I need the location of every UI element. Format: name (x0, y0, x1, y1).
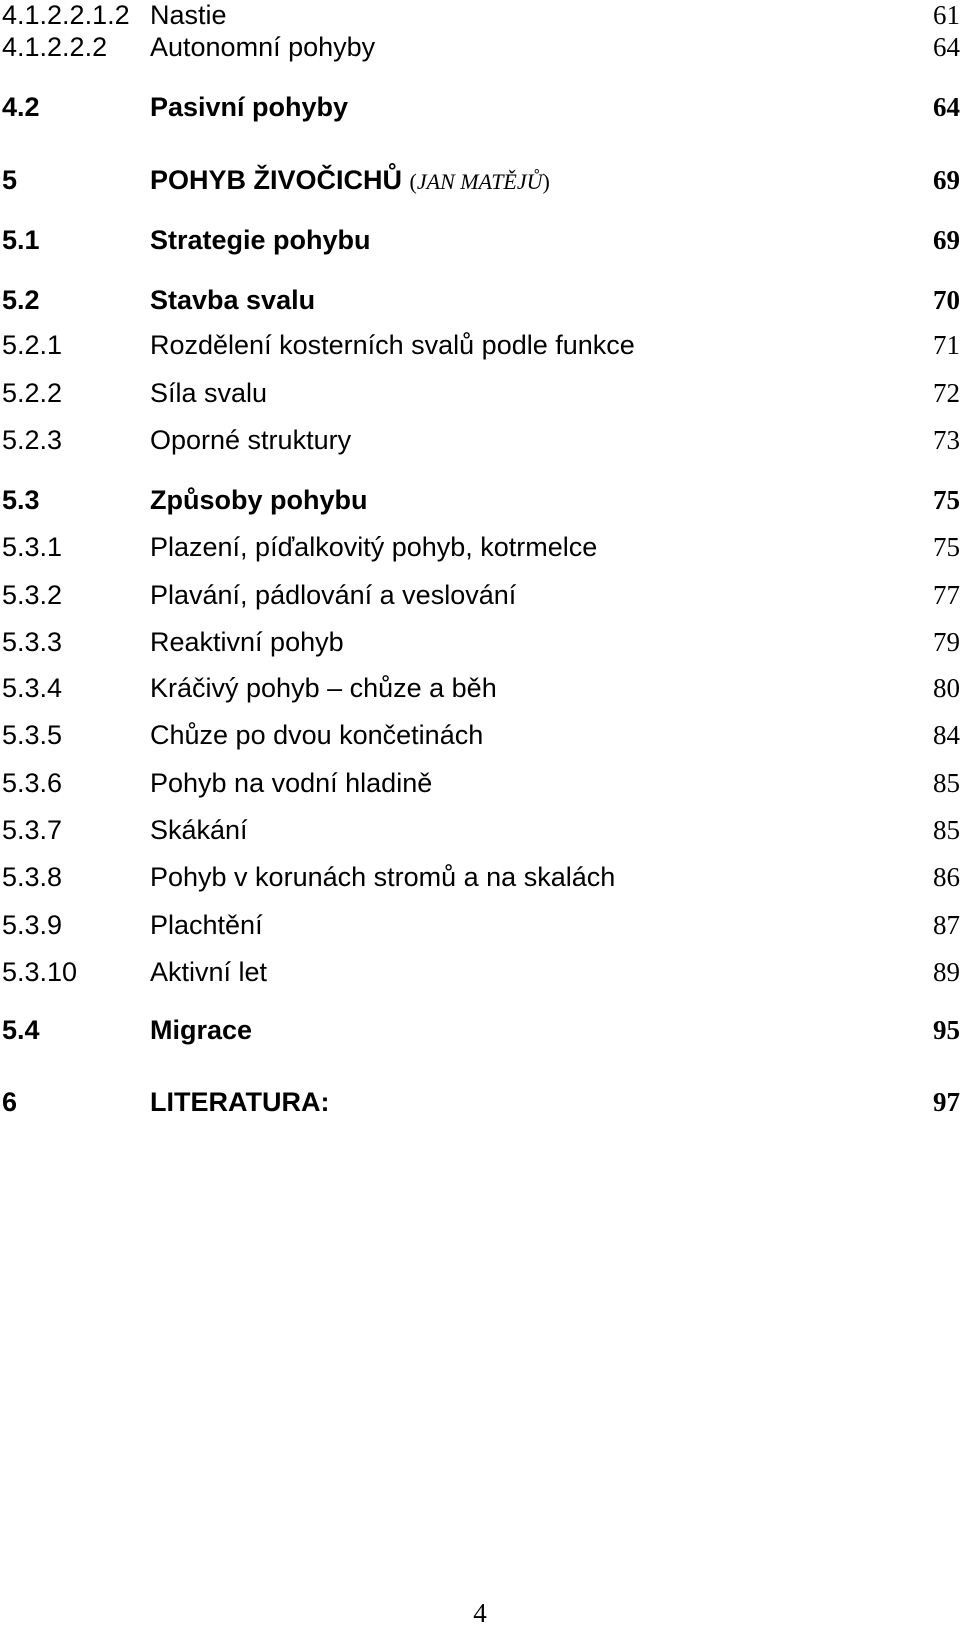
toc-entry-page: 70 (933, 285, 960, 315)
toc-entry-page: 86 (933, 862, 960, 892)
toc-entry-number: 5.1 (2, 225, 40, 255)
chapter-title-text: POHYB ŽIVOČICHŮ (150, 165, 403, 195)
toc-entry[interactable] (0, 862, 960, 902)
toc-entry[interactable] (0, 1015, 960, 1055)
toc-entry-title: Způsoby pohybu (150, 485, 368, 515)
toc-entry-page: 85 (933, 768, 960, 798)
chapter-author-name: JAN MATĚJŮ (416, 169, 543, 194)
toc-entry[interactable] (0, 330, 960, 370)
toc-entry-title: Aktivní let (150, 957, 268, 987)
toc-entry-number: 6 (2, 1087, 18, 1117)
toc-entry-title: Rozdělení kosterních svalů podle funkce (150, 330, 635, 360)
toc-entry-title: Pasivní pohyby (150, 92, 349, 122)
toc-entry-title: LITERATURA: (150, 1087, 330, 1117)
toc-entry[interactable] (0, 720, 960, 760)
toc-entry-title: Pohyb na vodní hladině (150, 768, 433, 798)
toc-entry-title: Kráčivý pohyb – chůze a běh (150, 673, 497, 703)
toc-entry[interactable] (0, 532, 960, 572)
toc-entry[interactable] (0, 92, 960, 132)
toc-entry[interactable] (0, 285, 960, 325)
toc-entry-number: 5.3.4 (2, 673, 63, 703)
toc-entry-title: Plachtění (150, 910, 263, 940)
toc-entry-number: 5.3.6 (2, 768, 63, 798)
toc-entry[interactable] (0, 580, 960, 620)
toc-entry-number: 5.3.9 (2, 910, 63, 940)
toc-entry-page: 69 (933, 165, 960, 195)
toc-entry-number: 4.2 (2, 92, 40, 122)
toc-entry-page: 75 (933, 485, 960, 515)
toc-entry-title: Chůze po dvou končetinách (150, 720, 484, 750)
toc-entry-page: 87 (933, 910, 960, 940)
toc-entry[interactable] (0, 627, 960, 667)
toc-entry-number: 5 (2, 165, 18, 195)
toc-entry[interactable] (0, 378, 960, 418)
toc-entry-page: 79 (933, 627, 960, 657)
toc-entry-number: 5.3.8 (2, 862, 63, 892)
toc-entry[interactable] (0, 485, 960, 525)
toc-entry-number: 5.2.2 (2, 378, 63, 408)
toc-entry-page: 77 (933, 580, 960, 610)
toc-entry-title: Skákání (150, 815, 248, 845)
toc-entry-title: Reaktivní pohyb (150, 627, 344, 657)
toc-entry-title: Nastie (150, 0, 227, 30)
toc-entry[interactable] (0, 1087, 960, 1127)
toc-entry-page: 85 (933, 815, 960, 845)
toc-entry-number: 5.3.10 (2, 957, 78, 987)
toc-entry[interactable] (0, 32, 960, 72)
toc-entry-number: 5.2.1 (2, 330, 63, 360)
toc-entry[interactable] (0, 225, 960, 265)
toc-entry-number: 5.3.5 (2, 720, 63, 750)
toc-entry-number: 5.3.3 (2, 627, 63, 657)
toc-entry-title: Pohyb v korunách stromů a na skalách (150, 862, 616, 892)
toc-entry-number: 4.1.2.2.2 (2, 32, 108, 62)
toc-entry-title: Autonomní pohyby (150, 32, 376, 62)
toc-entry-title: Plavání, pádlování a veslování (150, 580, 517, 610)
toc-entry[interactable] (0, 425, 960, 465)
toc-entry-page: 89 (933, 957, 960, 987)
toc-entry-page: 69 (933, 225, 960, 255)
toc-entry[interactable] (0, 910, 960, 950)
toc-entry-page: 84 (933, 720, 960, 750)
toc-entry[interactable] (0, 957, 960, 997)
toc-entry-number: 5.3 (2, 485, 40, 515)
toc-entry-page: 61 (933, 0, 960, 30)
toc-entry-page: 95 (933, 1015, 960, 1045)
toc-entry[interactable] (0, 815, 960, 855)
toc-entry-page: 75 (933, 532, 960, 562)
toc-entry-title (150, 165, 550, 197)
toc-entry-title: Plazení, píďalkovitý pohyb, kotrmelce (150, 532, 598, 562)
toc-entry-number: 4.1.2.2.1.2 (2, 0, 130, 30)
toc-entry-page: 71 (933, 330, 960, 360)
toc-entry-page: 97 (933, 1087, 960, 1117)
toc-entry[interactable] (0, 673, 960, 713)
toc-entry-number: 5.3.7 (2, 815, 63, 845)
chapter-author: (JAN MATĚJŮ) (409, 169, 550, 194)
toc-entry-number: 5.4 (2, 1015, 40, 1045)
toc-entry-title: Stavba svalu (150, 285, 316, 315)
toc-entry-page: 64 (933, 92, 960, 122)
toc-entry-title: Migrace (150, 1015, 253, 1045)
page-number: 4 (473, 1598, 487, 1628)
toc-entry-number: 5.2.3 (2, 425, 63, 455)
toc-entry-number: 5.3.1 (2, 532, 63, 562)
toc-entry[interactable] (0, 165, 960, 205)
toc-entry-number: 5.3.2 (2, 580, 63, 610)
toc-entry-number: 5.2 (2, 285, 40, 315)
toc-entry-page: 64 (933, 32, 960, 62)
toc-entry-title: Strategie pohybu (150, 225, 371, 255)
toc-entry-page: 73 (933, 425, 960, 455)
toc-entry-page: 72 (933, 378, 960, 408)
toc-entry[interactable] (0, 768, 960, 808)
toc-entry-title: Oporné struktury (150, 425, 352, 455)
toc-entry-page: 80 (933, 673, 960, 703)
toc-entry-title: Síla svalu (150, 378, 268, 408)
